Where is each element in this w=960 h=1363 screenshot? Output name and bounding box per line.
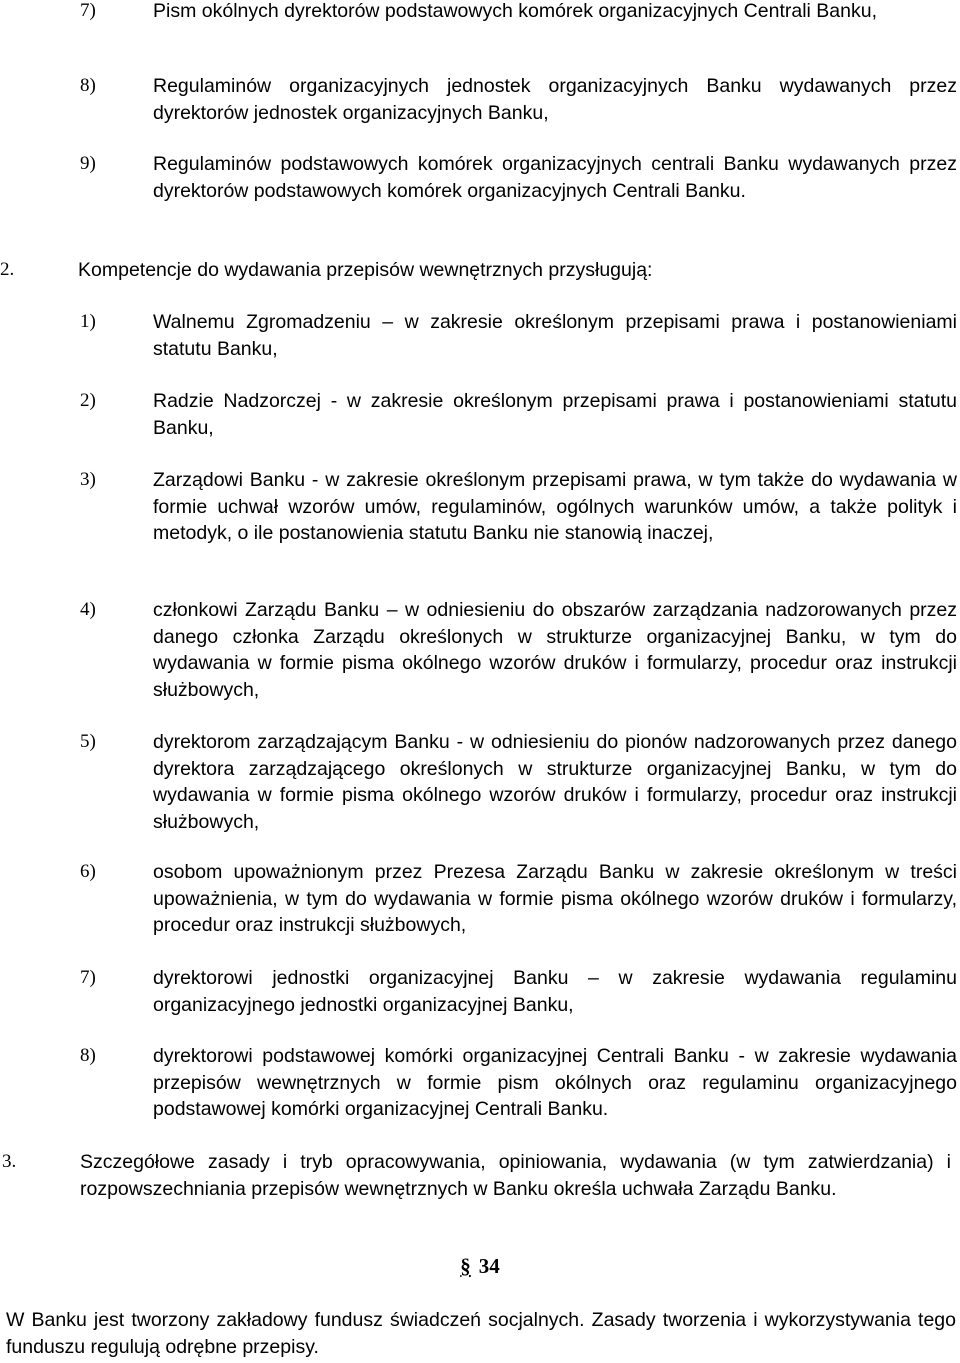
item-text: Regulaminów podstawowych komórek organizacyjnych centrali Banku wydawanych przez dyrektorów podstawowych komórek organizacyjnych Centrali Banku.	[153, 153, 957, 202]
item-text: dyrektorowi jednostki organizacyjnej Banku – w zakresie wydawania regulaminu organizacyjnego jednostki organizacyjnej Banku,	[153, 967, 957, 1016]
item-text: osobom upoważnionym przez Prezesa Zarządu Banku w zakresie określonym w treści upoważnienia, w tym do wydawania w formie pisma okólnego wzorów druków i formularzy, procedur oraz instrukcji służbowych,	[153, 861, 957, 936]
list-item	[80, 1043, 957, 1123]
item-text: członkowi Zarządu Banku – w odniesieniu do obszarów zarządzania nadzorowanych przez danego członka Zarządu określonych w strukturze organizacyjnej Banku, w tym do wydawania w formie pisma okólnego wzorów druków i formularzy, procedur oraz instrukcji służbowych,	[153, 599, 957, 701]
paragraph-text: Kompetencje do wydawania przepisów wewnętrznych przysługują:	[78, 259, 653, 281]
list-item	[80, 0, 957, 25]
list-item	[80, 597, 957, 703]
item-text: Regulaminów organizacyjnych jednostek organizacyjnych Banku wydawanych przez dyrektorów jednostek organizacyjnych Banku,	[153, 75, 957, 124]
item-number: 2)	[80, 390, 96, 411]
list-item	[80, 309, 957, 362]
list-item	[80, 151, 957, 204]
paragraph-number: 3.	[2, 1151, 17, 1172]
item-text: Pism okólnych dyrektorów podstawowych komórek organizacyjnych Centrali Banku,	[153, 0, 877, 22]
item-number: 5)	[80, 731, 96, 752]
item-text: Zarządowi Banku - w zakresie określonym przepisami prawa, w tym także do wydawania w formie uchwał wzorów umów, regulaminów, ogólnych warunków umów, a także polityk i metodyk, o ile postanowienia statutu Banku nie stanowią inaczej,	[153, 469, 957, 544]
list-item	[80, 965, 957, 1018]
item-number: 9)	[80, 153, 96, 174]
list-item	[80, 729, 957, 835]
item-number: 8)	[80, 1045, 96, 1066]
list-item	[80, 73, 957, 126]
item-text: Radzie Nadzorczej - w zakresie określonym przepisami prawa i postanowieniami statutu Banku,	[153, 390, 957, 439]
paragraph-text: Szczegółowe zasady i tryb opracowywania, opiniowania, wydawania (w tym zatwierdzania) i rozpowszechniania przepisów wewnętrznych w Banku określa uchwała Zarządu Banku.	[80, 1151, 951, 1200]
item-number: 4)	[80, 599, 96, 620]
item-text: Walnemu Zgromadzeniu – w zakresie określonym przepisami prawa i postanowieniami statutu Banku,	[153, 311, 957, 360]
item-number: 1)	[80, 311, 96, 332]
section-number: 34	[478, 1254, 500, 1278]
item-number: 7)	[80, 0, 96, 21]
item-number: 6)	[80, 861, 96, 882]
paragraph-2	[0, 257, 949, 284]
list-item	[80, 467, 957, 547]
item-number: 7)	[80, 967, 96, 988]
section-symbol: §	[460, 1254, 471, 1278]
section-heading	[0, 1253, 960, 1280]
item-text: dyrektorowi podstawowej komórki organizacyjnej Centrali Banku - w zakresie wydawania przepisów wewnętrznych w formie pism okólnych oraz regulaminu organizacyjnego podstawowej komórki organizacyjnej Centrali Banku.	[153, 1045, 957, 1120]
list-item	[80, 859, 957, 939]
item-number: 8)	[80, 75, 96, 96]
item-number: 3)	[80, 469, 96, 490]
list-item	[80, 388, 957, 441]
closing-paragraph: W Banku jest tworzony zakładowy fundusz świadczeń socjalnych. Zasady tworzenia i wykorzystywania tego funduszu regulują odrębne przepisy.	[6, 1309, 956, 1358]
item-text: dyrektorom zarządzającym Banku - w odniesieniu do pionów nadzorowanych przez danego dyrektora zarządzającego określonych w strukturze organizacyjnej Banku, w tym do wydawania w formie pisma okólnego wzorów druków i formularzy, procedur oraz instrukcji służbowych,	[153, 731, 957, 833]
paragraph-number: 2.	[0, 259, 15, 280]
paragraph-3	[2, 1149, 951, 1202]
